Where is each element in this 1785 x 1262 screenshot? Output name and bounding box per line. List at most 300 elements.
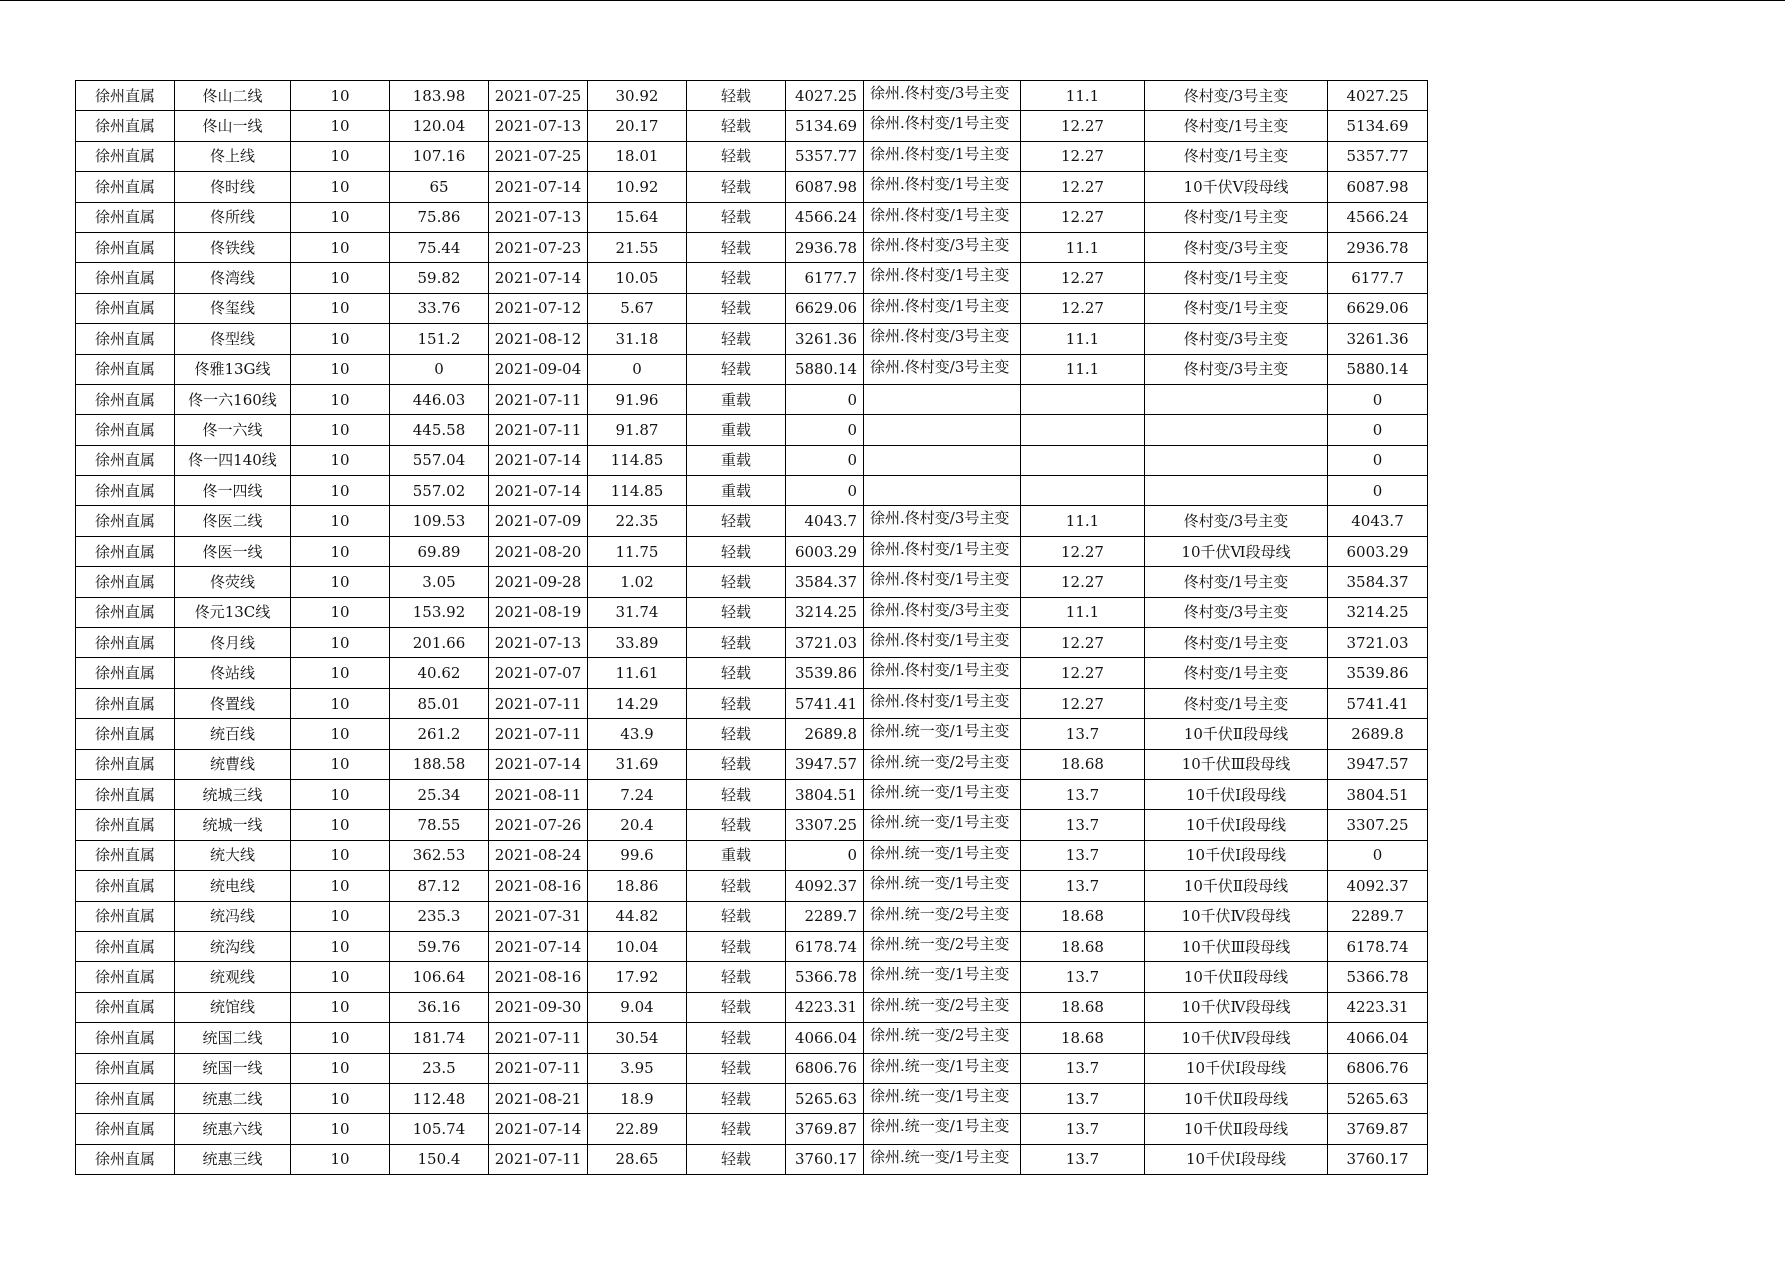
voltage-cell: 10 (291, 719, 390, 749)
current-cell: 106.64 (390, 962, 489, 992)
voltage-cell: 10 (291, 931, 390, 961)
current-cell: 362.53 (390, 840, 489, 870)
transformer-text: 徐州.佟村变/3号主变 (870, 235, 1010, 254)
capacity-cell: 4223.31 (786, 992, 864, 1022)
load-status-cell: 轻载 (687, 293, 786, 323)
transformer-cell (864, 719, 1021, 749)
available-capacity-cell: 4066.04 (1328, 1023, 1428, 1053)
transformer-cell (864, 445, 1021, 475)
load-status-cell: 轻载 (687, 779, 786, 809)
load-rate-cell: 17.92 (588, 962, 687, 992)
load-rate-cell: 18.9 (588, 1083, 687, 1113)
capacity-cell: 2689.8 (786, 719, 864, 749)
feeder-load-table (75, 80, 1428, 1175)
line-name-cell: 佟一六160线 (175, 384, 291, 414)
transformer-load-cell: 12.27 (1021, 111, 1145, 141)
transformer-text: 徐州.统一变/2号主变 (870, 904, 1010, 923)
transformer-text: 徐州.统一变/2号主变 (870, 1026, 1010, 1045)
date-cell: 2021-07-26 (489, 810, 588, 840)
voltage-cell: 10 (291, 1114, 390, 1144)
unit-cell: 徐州直属 (76, 81, 175, 111)
bus-cell: 10千伏Ⅱ段母线 (1145, 871, 1328, 901)
load-rate-cell: 10.05 (588, 263, 687, 293)
capacity-cell: 6629.06 (786, 293, 864, 323)
date-cell: 2021-07-25 (489, 81, 588, 111)
table-row (76, 719, 1428, 749)
load-rate-cell: 15.64 (588, 202, 687, 232)
voltage-cell: 10 (291, 111, 390, 141)
load-status-cell: 轻载 (687, 1023, 786, 1053)
load-rate-cell: 28.65 (588, 1144, 687, 1174)
table-row (76, 567, 1428, 597)
capacity-cell: 6806.76 (786, 1053, 864, 1083)
bus-cell: 佟村变/1号主变 (1145, 688, 1328, 718)
line-name-cell: 统国二线 (175, 1023, 291, 1053)
date-cell: 2021-07-14 (489, 445, 588, 475)
line-name-cell: 佟雅13G线 (175, 354, 291, 384)
current-cell: 69.89 (390, 536, 489, 566)
unit-cell: 徐州直属 (76, 506, 175, 536)
load-rate-cell: 30.92 (588, 81, 687, 111)
available-capacity-cell: 0 (1328, 384, 1428, 414)
load-status-cell: 轻载 (687, 172, 786, 202)
transformer-load-cell: 13.7 (1021, 962, 1145, 992)
bus-cell: 佟村变/3号主变 (1145, 506, 1328, 536)
unit-cell: 徐州直属 (76, 263, 175, 293)
current-cell: 112.48 (390, 1083, 489, 1113)
load-rate-cell: 44.82 (588, 901, 687, 931)
available-capacity-cell: 5880.14 (1328, 354, 1428, 384)
load-status-cell: 轻载 (687, 962, 786, 992)
line-name-cell: 佟荧线 (175, 567, 291, 597)
line-name-cell: 统大线 (175, 840, 291, 870)
capacity-cell: 3760.17 (786, 1144, 864, 1174)
capacity-cell: 0 (786, 445, 864, 475)
line-name-cell: 统国一线 (175, 1053, 291, 1083)
table-row (76, 141, 1428, 171)
bus-cell: 10千伏Ⅴ段母线 (1145, 172, 1328, 202)
load-status-cell: 重载 (687, 445, 786, 475)
bus-cell: 10千伏Ⅳ段母线 (1145, 901, 1328, 931)
transformer-cell (864, 779, 1021, 809)
transformer-text (870, 416, 1018, 443)
transformer-text: 徐州.佟村变/3号主变 (870, 327, 1010, 346)
capacity-cell: 3539.86 (786, 658, 864, 688)
table-row (76, 992, 1428, 1022)
transformer-load-cell: 13.7 (1021, 1053, 1145, 1083)
unit-cell: 徐州直属 (76, 628, 175, 658)
voltage-cell: 10 (291, 172, 390, 202)
load-status-cell: 轻载 (687, 749, 786, 779)
transformer-cell (864, 749, 1021, 779)
voltage-cell: 10 (291, 962, 390, 992)
available-capacity-cell: 6177.7 (1328, 263, 1428, 293)
transformer-load-cell: 11.1 (1021, 324, 1145, 354)
voltage-cell: 10 (291, 597, 390, 627)
load-status-cell: 轻载 (687, 1053, 786, 1083)
bus-cell (1145, 384, 1328, 414)
unit-cell: 徐州直属 (76, 688, 175, 718)
load-status-cell: 轻载 (687, 354, 786, 384)
table-row (76, 1023, 1428, 1053)
bus-cell: 佟村变/3号主变 (1145, 354, 1328, 384)
available-capacity-cell: 3584.37 (1328, 567, 1428, 597)
line-name-cell: 佟置线 (175, 688, 291, 718)
line-name-cell: 统观线 (175, 962, 291, 992)
transformer-text: 徐州.统一变/2号主变 (870, 752, 1010, 771)
load-rate-cell: 11.61 (588, 658, 687, 688)
voltage-cell: 10 (291, 81, 390, 111)
table-row (76, 263, 1428, 293)
current-cell: 85.01 (390, 688, 489, 718)
load-status-cell: 轻载 (687, 111, 786, 141)
bus-cell: 佟村变/1号主变 (1145, 111, 1328, 141)
date-cell: 2021-07-11 (489, 415, 588, 445)
transformer-cell (864, 506, 1021, 536)
unit-cell: 徐州直属 (76, 111, 175, 141)
load-status-cell: 轻载 (687, 81, 786, 111)
transformer-text: 徐州.统一变/2号主变 (870, 995, 1010, 1014)
capacity-cell: 5366.78 (786, 962, 864, 992)
date-cell: 2021-09-28 (489, 567, 588, 597)
voltage-cell: 10 (291, 628, 390, 658)
available-capacity-cell: 5357.77 (1328, 141, 1428, 171)
table-row (76, 658, 1428, 688)
voltage-cell: 10 (291, 810, 390, 840)
bus-cell: 佟村变/3号主变 (1145, 232, 1328, 262)
transformer-text: 徐州.佟村变/3号主变 (870, 600, 1010, 619)
transformer-load-cell: 11.1 (1021, 597, 1145, 627)
capacity-cell: 3804.51 (786, 779, 864, 809)
available-capacity-cell: 5134.69 (1328, 111, 1428, 141)
date-cell: 2021-07-11 (489, 1023, 588, 1053)
transformer-load-cell: 12.27 (1021, 628, 1145, 658)
date-cell: 2021-07-14 (489, 476, 588, 506)
load-status-cell: 轻载 (687, 1114, 786, 1144)
capacity-cell: 5880.14 (786, 354, 864, 384)
date-cell: 2021-07-11 (489, 719, 588, 749)
table-row (76, 779, 1428, 809)
current-cell: 65 (390, 172, 489, 202)
current-cell: 87.12 (390, 871, 489, 901)
date-cell: 2021-07-14 (489, 172, 588, 202)
transformer-cell (864, 415, 1021, 445)
load-rate-cell: 99.6 (588, 840, 687, 870)
load-rate-cell: 91.96 (588, 384, 687, 414)
capacity-cell: 3261.36 (786, 324, 864, 354)
unit-cell: 徐州直属 (76, 962, 175, 992)
capacity-cell: 6087.98 (786, 172, 864, 202)
date-cell: 2021-07-07 (489, 658, 588, 688)
transformer-text (870, 477, 1018, 504)
capacity-cell: 3721.03 (786, 628, 864, 658)
capacity-cell: 6177.7 (786, 263, 864, 293)
transformer-text: 徐州.佟村变/1号主变 (870, 114, 1010, 133)
line-name-cell: 佟医一线 (175, 536, 291, 566)
line-name-cell: 统惠二线 (175, 1083, 291, 1113)
line-name-cell: 佟站线 (175, 658, 291, 688)
transformer-load-cell: 12.27 (1021, 202, 1145, 232)
load-rate-cell: 114.85 (588, 445, 687, 475)
table-row (76, 1144, 1428, 1174)
available-capacity-cell: 3214.25 (1328, 597, 1428, 627)
load-rate-cell: 31.69 (588, 749, 687, 779)
transformer-cell (864, 1053, 1021, 1083)
date-cell: 2021-07-12 (489, 293, 588, 323)
transformer-load-cell: 18.68 (1021, 1023, 1145, 1053)
transformer-load-cell: 13.7 (1021, 840, 1145, 870)
unit-cell: 徐州直属 (76, 658, 175, 688)
voltage-cell: 10 (291, 749, 390, 779)
transformer-cell (864, 232, 1021, 262)
table-body (76, 81, 1428, 1175)
capacity-cell: 3769.87 (786, 1114, 864, 1144)
date-cell: 2021-08-21 (489, 1083, 588, 1113)
available-capacity-cell: 3760.17 (1328, 1144, 1428, 1174)
transformer-cell (864, 1114, 1021, 1144)
transformer-text: 徐州.统一变/1号主变 (870, 965, 1010, 984)
transformer-cell (864, 202, 1021, 232)
date-cell: 2021-07-31 (489, 901, 588, 931)
transformer-text: 徐州.统一变/1号主变 (870, 722, 1010, 741)
transformer-load-cell: 11.1 (1021, 506, 1145, 536)
bus-cell: 佟村变/3号主变 (1145, 324, 1328, 354)
load-rate-cell: 30.54 (588, 1023, 687, 1053)
transformer-cell (864, 567, 1021, 597)
bus-cell (1145, 476, 1328, 506)
current-cell: 181.74 (390, 1023, 489, 1053)
line-name-cell: 佟型线 (175, 324, 291, 354)
load-status-cell: 轻载 (687, 871, 786, 901)
voltage-cell: 10 (291, 1083, 390, 1113)
transformer-text: 徐州.佟村变/1号主变 (870, 691, 1010, 710)
voltage-cell: 10 (291, 263, 390, 293)
table-row (76, 840, 1428, 870)
capacity-cell: 3584.37 (786, 567, 864, 597)
available-capacity-cell: 0 (1328, 445, 1428, 475)
available-capacity-cell: 3804.51 (1328, 779, 1428, 809)
bus-cell (1145, 445, 1328, 475)
load-rate-cell: 21.55 (588, 232, 687, 262)
unit-cell: 徐州直属 (76, 354, 175, 384)
capacity-cell: 4092.37 (786, 871, 864, 901)
transformer-load-cell: 13.7 (1021, 779, 1145, 809)
load-status-cell: 轻载 (687, 810, 786, 840)
voltage-cell: 10 (291, 840, 390, 870)
line-name-cell: 佟山一线 (175, 111, 291, 141)
load-status-cell: 轻载 (687, 992, 786, 1022)
current-cell: 201.66 (390, 628, 489, 658)
unit-cell: 徐州直属 (76, 840, 175, 870)
transformer-load-cell: 18.68 (1021, 992, 1145, 1022)
bus-cell: 10千伏Ⅰ段母线 (1145, 810, 1328, 840)
table-row (76, 536, 1428, 566)
transformer-load-cell: 12.27 (1021, 172, 1145, 202)
line-name-cell: 佟月线 (175, 628, 291, 658)
load-status-cell: 重载 (687, 476, 786, 506)
page-top-border (0, 0, 1785, 1)
transformer-load-cell: 13.7 (1021, 871, 1145, 901)
bus-cell: 10千伏Ⅰ段母线 (1145, 840, 1328, 870)
unit-cell: 徐州直属 (76, 719, 175, 749)
transformer-text: 徐州.佟村变/1号主变 (870, 266, 1010, 285)
table-row (76, 931, 1428, 961)
table-row (76, 1053, 1428, 1083)
load-status-cell: 轻载 (687, 1144, 786, 1174)
available-capacity-cell: 4043.7 (1328, 506, 1428, 536)
line-name-cell: 佟一四线 (175, 476, 291, 506)
transformer-cell (864, 1083, 1021, 1113)
bus-cell: 10千伏Ⅵ段母线 (1145, 536, 1328, 566)
unit-cell: 徐州直属 (76, 232, 175, 262)
date-cell: 2021-09-30 (489, 992, 588, 1022)
bus-cell (1145, 415, 1328, 445)
unit-cell: 徐州直属 (76, 992, 175, 1022)
transformer-text: 徐州.佟村变/1号主变 (870, 296, 1010, 315)
date-cell: 2021-07-11 (489, 1053, 588, 1083)
transformer-cell (864, 597, 1021, 627)
transformer-text: 徐州.佟村变/1号主变 (870, 631, 1010, 650)
load-rate-cell: 9.04 (588, 992, 687, 1022)
current-cell: 235.3 (390, 901, 489, 931)
transformer-load-cell: 13.7 (1021, 1114, 1145, 1144)
bus-cell: 10千伏Ⅰ段母线 (1145, 779, 1328, 809)
current-cell: 107.16 (390, 141, 489, 171)
transformer-cell (864, 1144, 1021, 1174)
transformer-load-cell (1021, 476, 1145, 506)
load-rate-cell: 22.35 (588, 506, 687, 536)
transformer-cell (864, 992, 1021, 1022)
available-capacity-cell: 4223.31 (1328, 992, 1428, 1022)
current-cell: 23.5 (390, 1053, 489, 1083)
table-row (76, 597, 1428, 627)
voltage-cell: 10 (291, 1023, 390, 1053)
bus-cell: 佟村变/3号主变 (1145, 597, 1328, 627)
bus-cell: 10千伏Ⅲ段母线 (1145, 749, 1328, 779)
capacity-cell: 4043.7 (786, 506, 864, 536)
bus-cell: 10千伏Ⅱ段母线 (1145, 1114, 1328, 1144)
transformer-cell (864, 931, 1021, 961)
capacity-cell: 2936.78 (786, 232, 864, 262)
voltage-cell: 10 (291, 141, 390, 171)
current-cell: 557.04 (390, 445, 489, 475)
unit-cell: 徐州直属 (76, 810, 175, 840)
line-name-cell: 统百线 (175, 719, 291, 749)
current-cell: 40.62 (390, 658, 489, 688)
transformer-cell (864, 384, 1021, 414)
transformer-cell (864, 840, 1021, 870)
line-name-cell: 佟所线 (175, 202, 291, 232)
load-rate-cell: 91.87 (588, 415, 687, 445)
available-capacity-cell: 5366.78 (1328, 962, 1428, 992)
unit-cell: 徐州直属 (76, 871, 175, 901)
transformer-text: 徐州.佟村变/3号主变 (870, 84, 1010, 102)
bus-cell: 10千伏Ⅲ段母线 (1145, 931, 1328, 961)
load-status-cell: 轻载 (687, 263, 786, 293)
table-row (76, 232, 1428, 262)
transformer-load-cell (1021, 384, 1145, 414)
unit-cell: 徐州直属 (76, 324, 175, 354)
voltage-cell: 10 (291, 293, 390, 323)
current-cell: 445.58 (390, 415, 489, 445)
current-cell: 151.2 (390, 324, 489, 354)
table-row (76, 111, 1428, 141)
load-status-cell: 轻载 (687, 202, 786, 232)
bus-cell: 佟村变/3号主变 (1145, 81, 1328, 111)
available-capacity-cell: 6087.98 (1328, 172, 1428, 202)
date-cell: 2021-07-09 (489, 506, 588, 536)
table-row (76, 445, 1428, 475)
voltage-cell: 10 (291, 202, 390, 232)
current-cell: 0 (390, 354, 489, 384)
voltage-cell: 10 (291, 1053, 390, 1083)
load-rate-cell: 10.04 (588, 931, 687, 961)
load-status-cell: 轻载 (687, 628, 786, 658)
load-rate-cell: 14.29 (588, 688, 687, 718)
transformer-cell (864, 476, 1021, 506)
date-cell: 2021-08-11 (489, 779, 588, 809)
load-status-cell: 重载 (687, 415, 786, 445)
line-name-cell: 佟医二线 (175, 506, 291, 536)
date-cell: 2021-08-16 (489, 871, 588, 901)
unit-cell: 徐州直属 (76, 567, 175, 597)
current-cell: 75.86 (390, 202, 489, 232)
available-capacity-cell: 5741.41 (1328, 688, 1428, 718)
voltage-cell: 10 (291, 992, 390, 1022)
transformer-cell (864, 324, 1021, 354)
transformer-load-cell: 12.27 (1021, 567, 1145, 597)
load-status-cell: 轻载 (687, 688, 786, 718)
capacity-cell: 0 (786, 476, 864, 506)
transformer-load-cell: 18.68 (1021, 931, 1145, 961)
unit-cell: 徐州直属 (76, 415, 175, 445)
unit-cell: 徐州直属 (76, 445, 175, 475)
load-rate-cell: 7.24 (588, 779, 687, 809)
unit-cell: 徐州直属 (76, 141, 175, 171)
bus-cell: 10千伏Ⅰ段母线 (1145, 1144, 1328, 1174)
unit-cell: 徐州直属 (76, 1023, 175, 1053)
bus-cell: 10千伏Ⅱ段母线 (1145, 1083, 1328, 1113)
voltage-cell: 10 (291, 476, 390, 506)
load-status-cell: 轻载 (687, 141, 786, 171)
date-cell: 2021-08-20 (489, 536, 588, 566)
line-name-cell: 佟玺线 (175, 293, 291, 323)
available-capacity-cell: 5265.63 (1328, 1083, 1428, 1113)
line-name-cell: 统惠三线 (175, 1144, 291, 1174)
date-cell: 2021-08-12 (489, 324, 588, 354)
date-cell: 2021-07-14 (489, 263, 588, 293)
transformer-text: 徐州.统一变/1号主变 (870, 1086, 1010, 1105)
unit-cell: 徐州直属 (76, 172, 175, 202)
voltage-cell: 10 (291, 901, 390, 931)
load-status-cell: 轻载 (687, 597, 786, 627)
current-cell: 557.02 (390, 476, 489, 506)
voltage-cell: 10 (291, 567, 390, 597)
voltage-cell: 10 (291, 658, 390, 688)
transformer-text (870, 386, 1018, 413)
transformer-load-cell: 11.1 (1021, 232, 1145, 262)
date-cell: 2021-08-24 (489, 840, 588, 870)
table-row (76, 476, 1428, 506)
voltage-cell: 10 (291, 536, 390, 566)
load-rate-cell: 31.18 (588, 324, 687, 354)
table-row (76, 1114, 1428, 1144)
load-status-cell: 重载 (687, 384, 786, 414)
capacity-cell: 6178.74 (786, 931, 864, 961)
transformer-cell (864, 111, 1021, 141)
unit-cell: 徐州直属 (76, 749, 175, 779)
current-cell: 25.34 (390, 779, 489, 809)
